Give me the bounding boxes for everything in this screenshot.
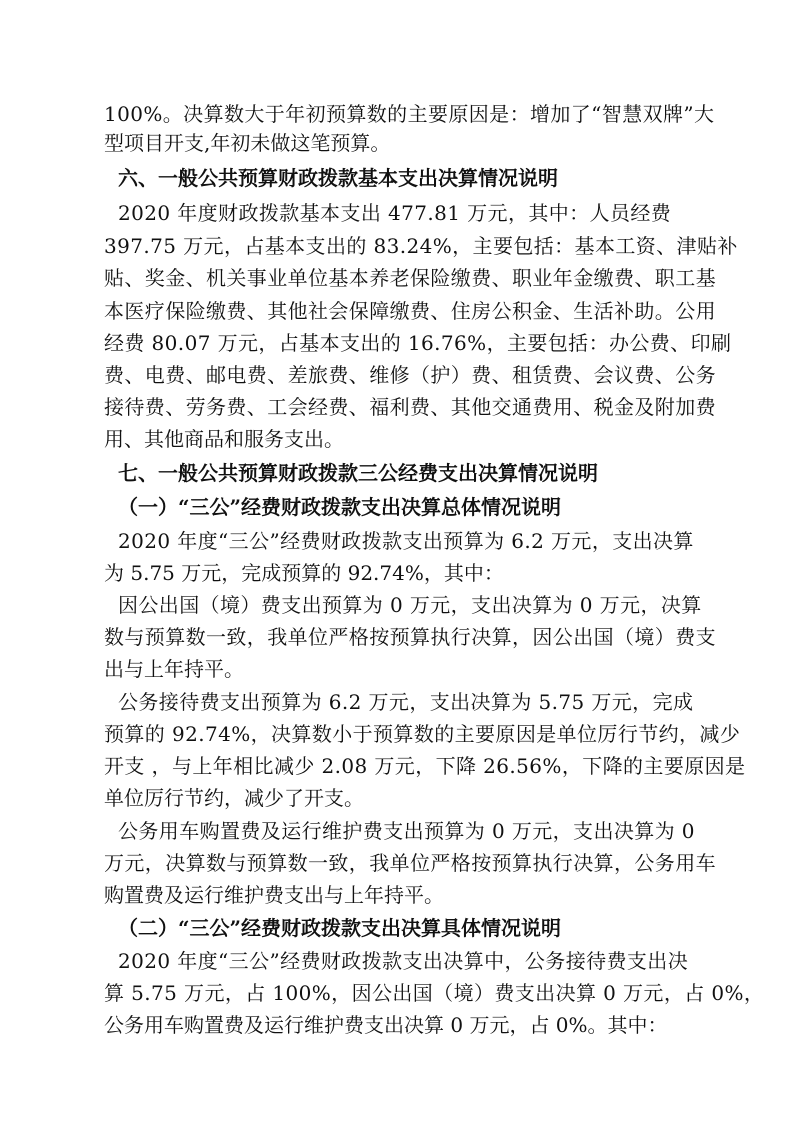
paragraph-line: 贴、奖金、机关事业单位基本养老保险缴费、职业年金缴费、职工基 — [104, 266, 716, 290]
paragraph-line: 预算的 92.74%，决算数小于预算数的主要原因是单位厉行节约，减少 — [104, 722, 741, 746]
section-heading-7: 七、一般公共预算财政拨款三公经费支出决算情况说明 — [118, 461, 598, 485]
subsection-heading-2: （二）“三公”经费财政拨款支出决算具体情况说明 — [118, 916, 562, 940]
paragraph-line: 用、其他商品和服务支出。 — [104, 427, 344, 451]
paragraph-line: 2020 年度“三公”经费财政拨款支出决算中，公务接待费支出决 — [118, 949, 689, 973]
paragraph-line: 100%。决算数大于年初预算数的主要原因是：增加了“智慧双牌”大 — [104, 102, 715, 126]
paragraph-line: 因公出国（境）费支出预算为 0 万元，支出决算为 0 万元，决算 — [118, 593, 702, 617]
paragraph-line: 397.75 万元，占基本支出的 83.24%，主要包括：基本工资、津贴补 — [104, 234, 738, 258]
paragraph-line: 开支 ，与上年相比减少 2.08 万元，下降 26.56%，下降的主要原因是 — [104, 754, 746, 778]
paragraph-line: 2020 年度财政拨款基本支出 477.81 万元，其中：人员经费 — [118, 201, 672, 225]
paragraph-line: 公务用车购置费及运行维护费支出决算 0 万元，占 0%。其中： — [104, 1013, 668, 1037]
paragraph-line: 为 5.75 万元，完成预算的 92.74%，其中： — [104, 561, 504, 585]
paragraph-line: 单位厉行节约，减少了开支。 — [104, 786, 364, 810]
paragraph-line: 购置费及运行维护费支出与上年持平。 — [104, 883, 444, 907]
paragraph-line: 接待费、劳务费、工会经费、福利费、其他交通费用、税金及附加费 — [104, 395, 716, 419]
paragraph-line: 算 5.75 万元，占 100%，因公出国（境）费支出决算 0 万元，占 0%， — [104, 981, 765, 1005]
paragraph-line: 公务接待费支出预算为 6.2 万元，支出决算为 5.75 万元，完成 — [118, 690, 694, 714]
subsection-heading-1: （一）“三公”经费财政拨款支出决算总体情况说明 — [118, 495, 562, 519]
paragraph-line: 型项目开支,年初未做这笔预算。 — [104, 131, 391, 155]
paragraph-line: 费、电费、邮电费、差旅费、维修（护）费、租赁费、会议费、公务 — [104, 363, 716, 387]
paragraph-line: 数与预算数一致，我单位严格按预算执行决算，因公出国（境）费支 — [104, 625, 716, 649]
paragraph-line: 2020 年度“三公”经费财政拨款支出预算为 6.2 万元，支出决算 — [118, 529, 694, 553]
paragraph-line: 本医疗保险缴费、其他社会保障缴费、住房公积金、生活补助。公用 — [104, 299, 716, 323]
paragraph-line: 公务用车购置费及运行维护费支出预算为 0 万元，支出决算为 0 — [118, 819, 695, 843]
paragraph-line: 出与上年持平。 — [104, 657, 244, 681]
section-heading-6: 六、一般公共预算财政拨款基本支出决算情况说明 — [118, 166, 558, 190]
paragraph-line: 万元，决算数与预算数一致，我单位严格按预算执行决算，公务用车 — [104, 851, 716, 875]
paragraph-line: 经费 80.07 万元，占基本支出的 16.76%，主要包括：办公费、印刷 — [104, 331, 732, 355]
